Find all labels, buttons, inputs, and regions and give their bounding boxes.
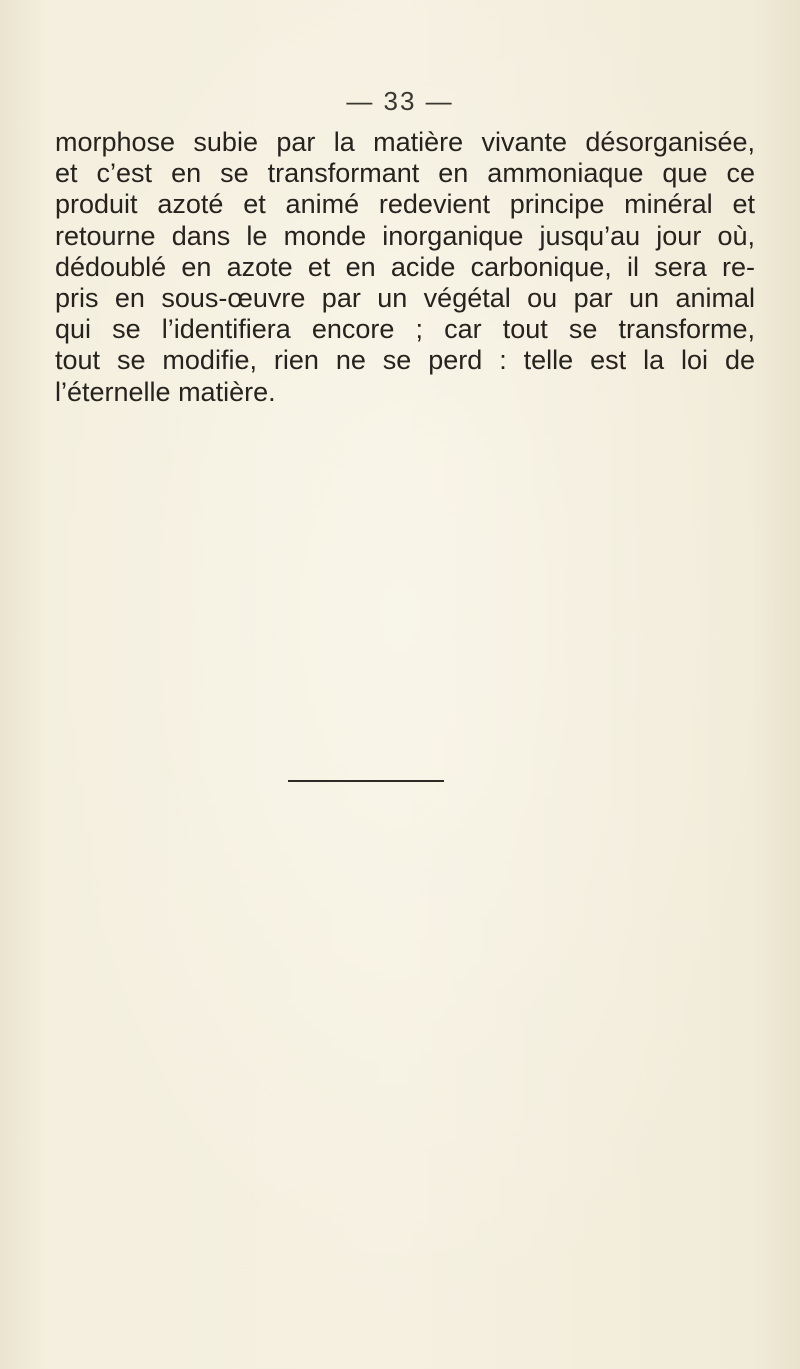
body-paragraph bbox=[55, 127, 755, 408]
text-line: retourne dans le monde inorganique jusqu’au jour où, bbox=[55, 220, 755, 251]
text-line: et c’est en se transformant en ammoniaque que ce bbox=[55, 158, 755, 189]
text-line: l’éternelle matière. bbox=[55, 376, 276, 407]
text-line: tout se modifie, rien ne se perd : telle est la loi de bbox=[55, 345, 755, 376]
text-line: produit azoté et animé redevient principe minéral et bbox=[55, 189, 755, 220]
text-line: morphose subie par la matière vivante désorganisée, bbox=[55, 127, 755, 157]
text-line: dédoublé en azote et en acide carbonique, il sera re- bbox=[55, 251, 755, 282]
section-divider-rule bbox=[288, 780, 444, 782]
text-line: qui se l’identifiera encore ; car tout se transforme, bbox=[55, 314, 755, 345]
text-line: pris en sous-œuvre par un végétal ou par un animal bbox=[55, 283, 755, 314]
page-number: — 33 — bbox=[346, 86, 454, 116]
